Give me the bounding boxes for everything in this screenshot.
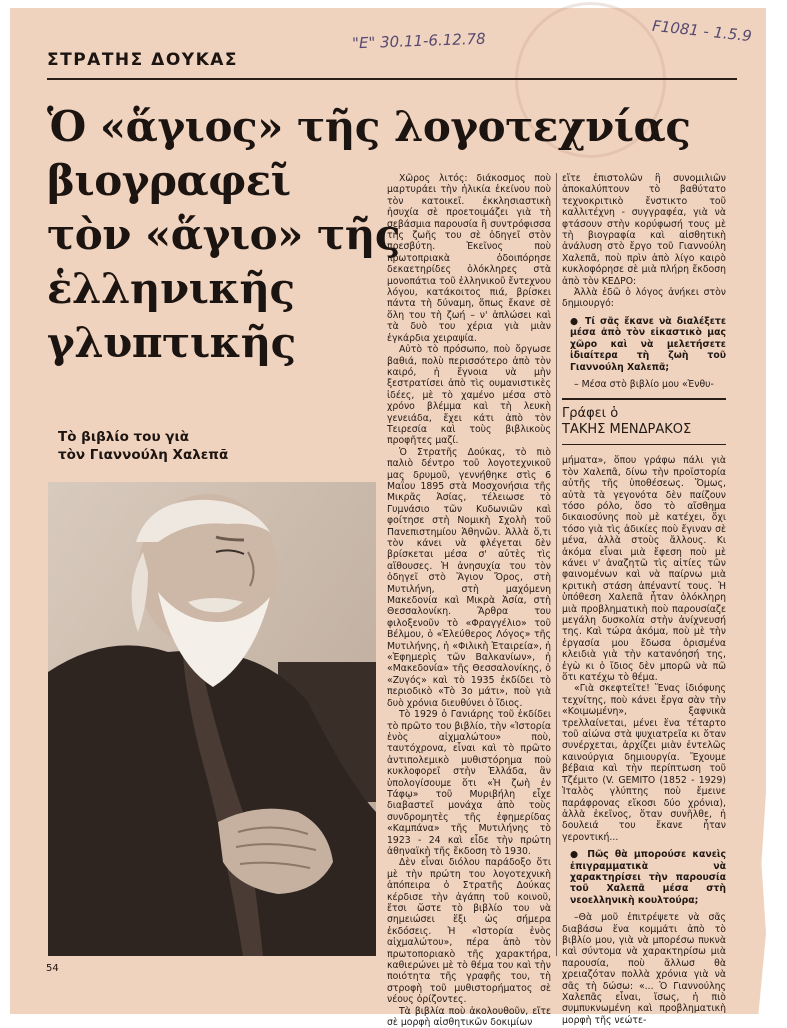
interview-question-1: ● Τί σᾶς ἔκανε νὰ διαλέξετε μέσα ἀπὸ τὸν εἰκαστικὸ μας χῶρο καὶ νὰ μελετήσετε ἰδιαίτερα τὴ ζωὴ τοῦ Γιαννούλη Χαλεπᾶ; [570,315,726,373]
article-subtitle [58,428,288,464]
article-column-1 [387,173,551,1028]
column1-paragraph: Αὐτὸ τὸ πρόσωπο, ποὺ ὄργωσε βαθιά, πολὺ περισσότερο ἀπὸ τὸν καιρό, ἡ ἔγνοια νὰ μὴν ξεστρατίσει ἀπὸ τὶς ουμανιστικὲς ἰδέες, μὲ τὸ χαμένο μέσα στὸ χρόνο βλέμμα καὶ τὴ λευκὴ γενειάδα, ἔχει κάτι ἀπὸ τὸν Τειρεσία καὶ τοὺς βιβλικοὺς προφῆτες μαζί. [387,344,551,447]
column2-intro-2: Ἀλλὰ ἐδῶ ὁ λόγος ἀνήκει στὸν δημιουργό: [562,287,726,310]
column1-paragraph: Δὲν εἶναι διόλου παράδοξο ὅτι μὲ τὴν πρώτη του λογοτεχνικὴ ἀπόπειρα ὁ Στρατῆς Δούκας κέρδισε τὴν ἀγάπη τοῦ κοινοῦ, ἔτσι ὥστε τὸ βιβλίο του νὰ σημειώσει ἕξι ὡς σήμερα ἐκδόσεις. Ἡ «Ἱστορία ἑνὸς αἰχμαλώτου», πέρα ἀπὸ τὸν πρωτοποριακὸ τῆς χαρακτήρα, καθιερώνει μὲ τὸ θέμα του καὶ τὴν ποιότητα τῆς γραφῆς του, τὴ στροφὴ τοῦ μυθιστορήματος σὲ νέους ὁρίζοντες. [387,857,551,1006]
column2-paragraph: –Θὰ μοῦ ἐπιτρέψετε νὰ σᾶς διαβάσω ἕνα κομμάτι ἀπὸ τὸ βιβλίο μου, γιὰ νὰ μπορέσω πυκνὰ καὶ σύντομα νὰ χαρακτηρίσω μιὰ παρουσία, ποὺ ἄλλωσ θὰ χρειαζόταν πολλὰ χρόνια γιὰ νὰ σᾶς τὴ δώσω: «... Ὁ Γιαννούλης Χαλεπᾶς εἶναι, ἴσως, ἡ πιὸ συμπυκνωμένη καὶ προβληματικὴ μορφὴ τῆς νεώτε- [562,912,726,1026]
column1-paragraph: Ὁ Στρατῆς Δούκας, τὸ πιὸ παλιὸ δέντρο τοῦ λογοτεχνικοῦ μας δρυμοῦ, γεννήθηκε στὶς 6 Μαΐου 1895 στὰ Μοσχονήσια τῆς Μικρᾶς Ἀσίας, τέλειωσε τὸ Γυμνάσιο τῶν Κυδωνιῶν καὶ φοίτησε στὴ Νομικὴ Σχολὴ τοῦ Πανεπιστημίου Ἀθηνῶν. Ἀλλὰ ὅ,τι τὸν κάνει νὰ φλέγεται δὲν βρίσκεται μέσα σ' αὐτὲς τὶς αἴθουσες. Ἡ ἀνησυχία του τὸν ὁδηγεῖ στὸ Ἅγιον Ὄρος, στὴ Μυτιλήνη, στὴ μαχόμενη Μακεδονία καὶ Μικρὰ Ἀσία, στὴ Θεσσαλονίκη. Ἄρθρα του φιλοξενοῦν τὸ «Φραγγέλιο» τοῦ Βέλμου, ὁ «Ἐλεύθερος Λόγος» τῆς Μυτιλήνης, ἡ «Φιλικὴ Ἑταιρεία», ἡ «Ἐφημερὶς τῶν Βαλκανίων», ἡ «Μακεδονία» τῆς Θεσσαλονίκης, ὁ «Ζυγός» καὶ τὸ 1935 ἐκδίδει τὸ περιοδικὸ «Τὸ 3ο μάτι», ποὺ γιὰ δυὸ χρόνια διευθύνει ὁ ἴδιος. [387,446,551,709]
column2-paragraph: «Γιὰ σκεφτεῖτε! Ἕνας ἰδιόφυης τεχνίτης, ποὺ κάνει ἔργα σὰν τὴν «Κοιμωμένη», ξαφνικὰ τρελλαίνεται, μένει ἕνα τέταρτο τοῦ αἰώνα στὰ ψυχιατρεῖα κι ὅταν συνέρχεται, ἀρχίζει μιὰν ἐντελῶς καινούργια δημιουργία. Ἔχουμε βέβαια καὶ τὴν περίπτωση τοῦ Τζέμιτο (V. GEMITO (1852 - 1929) Ἰταλὸς γλύπτης ποὺ ἔμεινε παράφρονας εἴκοσι δύο χρόνια), ἀλλὰ ἐκεῖνος, ὅταν συνῆλθε, ἡ δουλειά του ἔκανε ἦταν γεροντική... [562,683,726,843]
writer-box-rule [562,398,726,400]
headline-line-1: Ὁ «ἅγιος» τῆς λογοτεχνίας [47,102,691,151]
portrait-illustration [48,482,376,956]
top-rule [47,78,737,80]
headline-line-4: ἑλληνικῆς [47,264,295,313]
column1-paragraph: Τὰ βιβλία ποὺ ἀκολουθοῦν, εἴτε σὲ μορφὴ αἰσθητικῶν δοκιμίων [387,1005,551,1028]
headline-line-3: τὸν «ἅγιο» τῆς [47,210,400,259]
writer-label: Γράφει ὁ [562,406,619,422]
column1-paragraph: Τὸ 1929 ὁ Γανιάρης τοῦ ἐκδίδει τὸ πρῶτο του βιβλίο, τὴν «Ἱστορία ἑνὸς αἰχμαλώτου» ποὺ, ταυτόχρονα, εἶναι καὶ τὸ πρῶτο ἀντιπολεμικὸ μυθιστόρημα ποὺ κυκλοφορεῖ στὴν Ἑλλάδα, ἂν ὑπολογίσουμε ὅτι «Ἡ ζωὴ ἐν Τάφῳ» τοῦ Μυριβήλη εἶχε διαβαστεῖ μονάχα ἀπὸ τοὺς συνδρομητὲς τῆς ἐφημερίδας «Καμπάνα» τῆς Μυτιλήνης τὸ 1923 - 24 καὶ εἶδε τὴν πρώτη ἀθηναϊκὴ τῆς ἔκδοση τὸ 1930. [387,709,551,857]
headline-line-5: γλυπτικῆς [47,318,296,367]
handwritten-source-note: "E" 30.11-6.12.78 [351,29,486,53]
subtitle-line-1: Τὸ βιβλίο του γιὰ [58,429,189,445]
subtitle-line-2: τὸν Γιαννούλη Χαλεπᾶ [58,447,229,463]
column-separator [556,173,557,956]
handwritten-ref-note: F1081 - 1.5.9 [651,16,753,46]
writer-name: ΤΑΚΗΣ ΜΕΝΔΡΑΚΟΣ [562,422,692,438]
column2-paragraph: μήματα», ὅπου γράφω πάλι γιὰ τὸν Χαλεπᾶ, δίνω τὴν προϊστορία αὐτῆς τῆς ὑποθέσεως. Ὅμως, αὐτὰ τὰ γεγονότα δὲν παίζουν τόσο ρόλο, ὅσο τὸ αἴσθημα δικαιοσύνης ποὺ μὲ κατέχει, ὄχι τόσο γιὰ τὶς ἀδικίες ποὺ ἔγιναν σὲ μένα, ἀλλὰ στοὺς ἄλλους. Κι ἀκόμα εἶναι μιὰ ἔφεση ποὺ μὲ κάνει ν' ἀναζητῶ τὶς αἰτίες τῶν φαινομένων καὶ νὰ παίρνω μιὰ κριτικὴ στάση ἀπέναντί τους. Ἡ ὑπόθεση Χαλεπᾶ ἦταν ὁλόκληρη μιὰ προβληματικὴ ποὺ παρουσίαζε μεγάλη δυσκολία στὴν ἀνίχνευσή της. Καὶ τώρα ἀκόμα, ποὺ μὲ τὴν ἐργασία μου ἔδωσα ὁρισμένα κλειδιὰ γιὰ τὴν κατανόησή της, ἐγὼ κι ὁ ἴδιος δὲν μπορῶ νὰ πῶ ὅτι κατέχω τὸ θέμα. [562,455,726,684]
interview-answer-1: – Μέσα στὸ βιβλίο μου «Ἐνθυ- [574,378,714,390]
writer-box-bottom-rule [562,444,726,445]
article-column-2 [562,173,726,1026]
column1-paragraph: Χῶρος λιτός: διάκοσμος ποὺ μαρτυράει τὴν ἡλικία ἐκείνου ποὺ τὸν κατοικεῖ. ἐκκλησιαστικὴ ἡσυχία σὲ προετοιμάζει γιὰ τὴ σεβάσμια παρουσία ἢ συντρόφισσα τῆς ζωῆς του σὲ ὁδηγεῖ στὸν πρεσβύτη. Ἐκεῖνος ποὺ πρωτοπριακὰ ὁδοιπόρησε δεκαετηρίδες ὁλόκληρες στὰ μονοπάτια τοῦ ἑλληνικοῦ ἔντεχνου λόγου, κατάκοιτος πιά, βρίσκει πάντα τὴ δύναμη, ὅπως ἔκανε σὲ ὅλη του τὴ ζωή – ν' ἁπλώσει καὶ τὰ δυὸ του χέρια γιὰ μιὰν ἐγκάρδια χειραψία. [387,173,551,344]
portrait-photo [48,482,376,956]
headline-line-2: βιογραφεῖ [47,156,291,205]
interview-question-2: ● Πῶς θὰ μπορούσε κανεὶς ἐπιγραμματικὰ νὰ χαρακτηρίσει τὴν παρουσία τοῦ Χαλεπᾶ μέσα στὴ νεοελληνικὴ κουλτούρα; [570,849,726,906]
page-number: 54 [46,963,59,974]
column2-intro: εἴτε ἐπιστολῶν ἢ συνομιλιῶν ἀποκαλύπτουν τὸ βαθύτατο τεχνοκριτικὸ ἔνστικτο τοῦ καλλιτέχνη - συγγραφέα, γιὰ νὰ φτάσουν στὴν κορύφωσή τους μὲ τὴ βιογραφία καὶ αἰσθητικὴ ἀνάλυση στὸ ἔργο τοῦ Γιαννούλη Χαλεπᾶ, ποὺ πρὶν ἀπὸ λίγο καιρὸ κυκλοφόρησε σὲ μιὰ πλήρη ἔκδοση ἀπὸ τὸν ΚΕΔΡΟ: [562,173,726,287]
author-byline: ΣΤΡΑΤΗΣ ΔΟΥΚΑΣ [47,50,239,70]
